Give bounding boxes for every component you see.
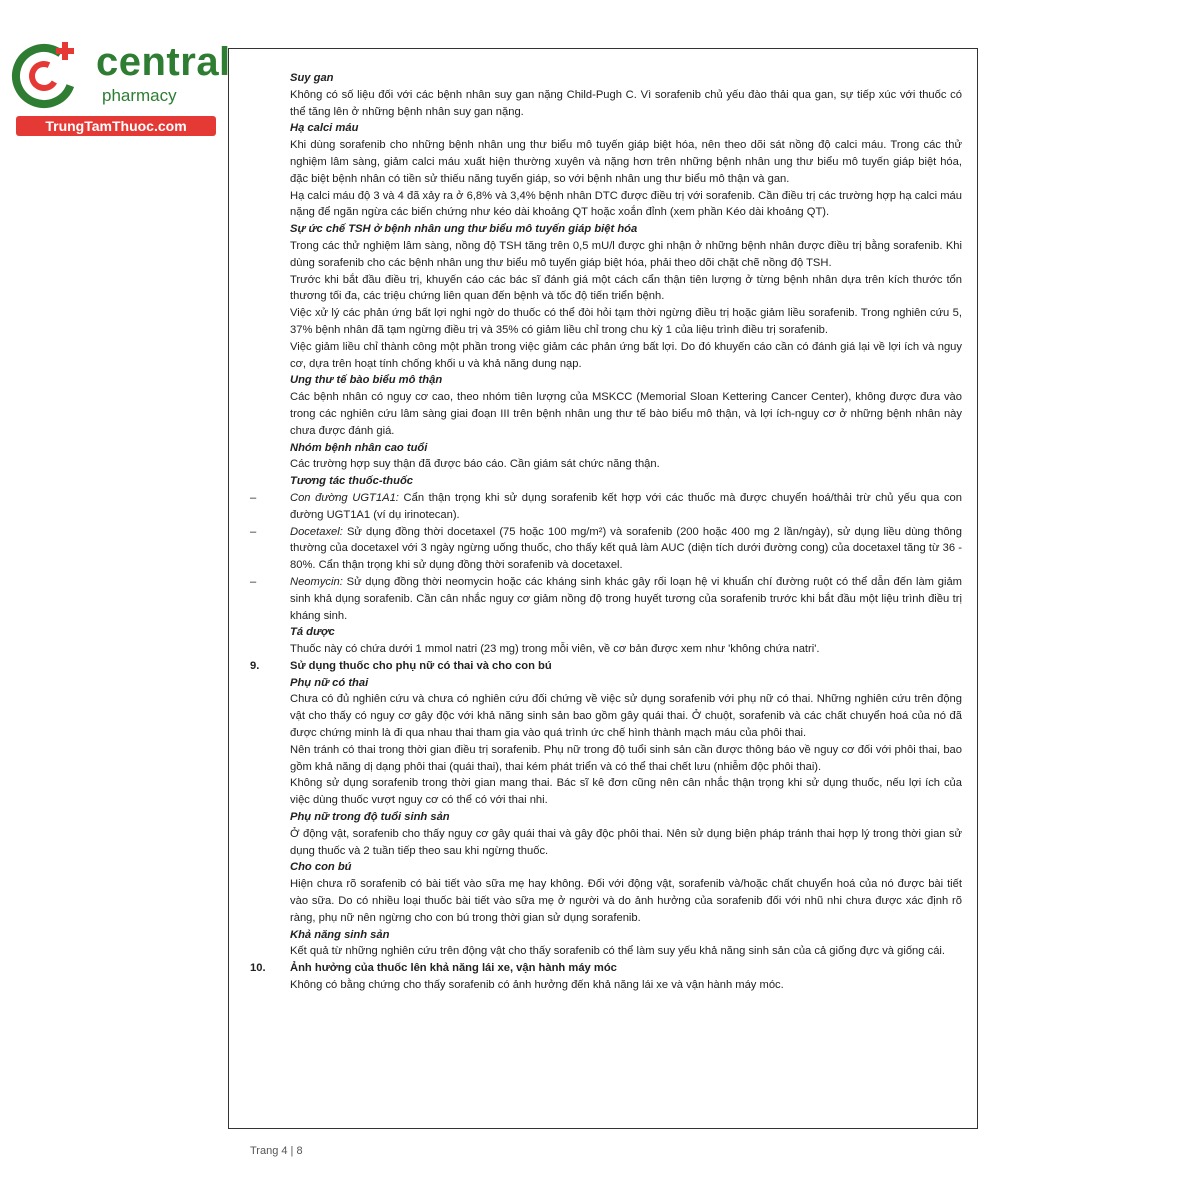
paragraph: Các bệnh nhân có nguy cơ cao, theo nhóm tiên lượng của MSKCC (Memorial Sloan Kettering Cancer Center), không được đưa vào trong các nghiên cứu lâm sàng giai đoạn III trên bệnh nhân ung thư tế bào biểu mô thận, và lợi ích-nguy cơ ở những bệnh nhân này chưa được đánh giá. (290, 391, 962, 437)
paragraph: Khi dùng sorafenib cho những bệnh nhân ung thư biểu mô tuyến giáp biệt hóa, nên theo dõi sát nồng độ calci máu. Trong các thử nghiệm lâm sàng, giảm calci máu xuất hiện thường xuyên và nặng hơn trên những bệnh nhân ung thư biểu mô tuyến giáp biệt hóa, đặc biệt bệnh nhân có tiền sử thiếu năng tuyến giáp, so với bệnh nhân ung thư biểu mô thận và gan. (290, 139, 962, 185)
paragraph: Ở động vật, sorafenib cho thấy nguy cơ gây quái thai và gây độc phôi thai. Nên sử dụng biện pháp tránh thai hợp lý trong thời gian sử dụng thuốc và 2 tuần tiếp theo sau khi ngừng thuốc. (290, 827, 962, 857)
section-title-pregnant-women: Phụ nữ có thai (290, 676, 369, 689)
brand-subtitle: pharmacy (102, 86, 177, 105)
paragraph: Không có số liệu đối với các bệnh nhân suy gan nặng Child-Pugh C. Vì sorafenib chủ yếu đào thải qua gan, sự tiếp xúc với thuốc có thể tăng lên ở những bệnh nhân suy gan nặng. (290, 88, 962, 118)
paragraph: Việc xử lý các phản ứng bất lợi nghi ngờ do thuốc có thể đòi hỏi tạm thời ngừng điều trị hoặc giảm liều sorafenib. Trong nghiên cứu 5, 37% bệnh nhân đã tạm ngừng điều trị và 35% có giảm liều chỉ trong chu kỳ 1 của liệu trình điều trị sorafenib. (290, 307, 962, 336)
document-content (250, 70, 962, 994)
section-title-fertility: Khả năng sinh sản (290, 928, 390, 941)
pharmacy-cross-logo-icon (10, 38, 82, 110)
section-title-breastfeeding: Cho con bú (290, 861, 352, 874)
brand-name: central (96, 40, 231, 84)
section-title-renal-carcinoma: Ung thư tế bào biểu mô thận (290, 374, 443, 387)
item-text: Sử dụng đồng thời neomycin hoặc các kháng sinh khác gây rối loạn hệ vi khuẩn chí đường ruột có thể dẫn đến làm giảm sinh khả dụng sorafenib. Cần cân nhắc nguy cơ giảm nồng độ trong huyết tương của sorafenib trước khi bắt đầu một liệu trình điều trị kháng sinh. (290, 575, 962, 622)
heading-number: 9. (250, 659, 260, 672)
section-title-excipients: Tá dược (290, 626, 335, 639)
paragraph: Các trường hợp suy thận đã được báo cáo. Cần giám sát chức năng thận. (290, 458, 660, 471)
paragraph: Chưa có đủ nghiên cứu và chưa có nghiên cứu đối chứng về việc sử dụng sorafenib với phụ nữ có thai. Những nghiên cứu trên động vật cho thấy có nguy cơ gây độc với khả năng sinh sản bao gồm gây quái thai. Ở chuột, sorafenib và các chất chuyển hoá của nó đã được chứng minh là đi qua nhau thai tham gia vào quá trình ức chế hình thành mạch máu của phôi thai. (290, 693, 962, 740)
list-item (250, 574, 962, 624)
item-lead: Docetaxel: (290, 525, 343, 538)
item-lead: Neomycin: (290, 575, 343, 588)
paragraph: Hiện chưa rõ sorafenib có bài tiết vào sữa mẹ hay không. Đối với động vật, sorafenib và/hoặc chất chuyển hoá của nó được bài tiết vào sữa. Do có nhiều loại thuốc bài tiết vào sữa mẹ ở người và do ảnh hưởng của sorafenib đối với nhũ nhi chưa được xác định rõ ràng, phụ nữ nên ngừng cho con bú trong thời gian sử dụng sorafenib. (290, 878, 962, 924)
dash-bullet: – (250, 491, 257, 504)
paragraph: Trong các thử nghiệm lâm sàng, nồng độ TSH tăng trên 0,5 mU/l được ghi nhận ở những bệnh nhân được điều trị bằng sorafenib. Khi dùng sorafenib cho các bệnh nhân ung thư biểu mô tuyến giáp biệt hóa, phải theo dõi chặt chẽ nồng độ TSH. (290, 239, 962, 269)
heading-text: Sử dụng thuốc cho phụ nữ có thai và cho con bú (290, 659, 552, 672)
item-lead: Con đường UGT1A1: (290, 491, 399, 504)
brand-url-banner: TrungTamThuoc.com (16, 116, 216, 136)
paragraph: Hạ calci máu độ 3 và 4 đã xảy ra ở 6,8% và 3,4% bệnh nhân DTC được điều trị với sorafenib. Cần điều trị các trường hợp hạ calci máu nặng để ngăn ngừa các biến chứng như kéo dài khoảng QT hoặc xoắn đỉnh (xem phần Kéo dài khoảng QT). (290, 189, 962, 219)
paragraph: Việc giảm liều chỉ thành công một phần trong việc giảm các phản ứng bất lợi. Do đó khuyến cáo cần có đánh giá lại về lợi ích và nguy cơ, dựa trên hoạt tính chống khối u và khả năng dung nạp. (290, 340, 962, 370)
paragraph: Thuốc này có chứa dưới 1 mmol natri (23 mg) trong mỗi viên, về cơ bản được xem như 'không chứa natri'. (290, 643, 820, 656)
section-title-hypocalcemia: Hạ calci máu (290, 122, 359, 135)
item-text: Sử dụng đồng thời docetaxel (75 hoặc 100 mg/m²) và sorafenib (200 hoặc 400 mg 2 lần/ngày), sử dụng liều dùng thông thường của docetaxel với 3 ngày ngừng uống thuốc, cho thấy kết quả làm AUC (diện tích dưới đường cong) của docetaxel tăng từ 36 - 80%. Cẩn thận trọng khi sử dụng đồng thời sorafenib và docetaxel. (290, 525, 962, 572)
heading-number: 10. (250, 962, 266, 975)
section-title-liver: Suy gan (290, 72, 334, 84)
section-title-drug-interactions: Tương tác thuốc-thuốc (290, 475, 414, 488)
paragraph: Kết quả từ những nghiên cứu trên động vật cho thấy sorafenib có thể làm suy yếu khả năng sinh sản của cả giống đực và giống cái. (290, 945, 946, 958)
section-title-tsh: Sự ức chế TSH ở bệnh nhân ung thư biểu mô tuyến giáp biệt hóa (290, 223, 638, 236)
numbered-heading-driving (250, 960, 962, 977)
item-text: Cẩn thận trọng khi sử dụng sorafenib kết hợp với các thuốc mà được chuyển hoá/thải trừ chủ yếu qua con đường UGT1A1 (ví dụ irinotecan). (290, 491, 962, 521)
dash-bullet: – (250, 525, 257, 538)
brand-logo (10, 34, 231, 139)
paragraph: Nên tránh có thai trong thời gian điều trị sorafenib. Phụ nữ trong độ tuổi sinh sản cần được thông báo về nguy cơ đối với phôi thai, bao gồm khả năng dị dạng phôi thai (quái thai), thai kém phát triển và có thể thai chết lưu (nhiễm độc phôi thai). (290, 743, 962, 773)
numbered-heading-pregnancy (250, 658, 962, 675)
paragraph: Không sử dụng sorafenib trong thời gian mang thai. Bác sĩ kê đơn cũng nên cân nhắc thận trọng khi sử dụng thuốc, nếu lợi ích của việc dùng thuốc vượt nguy cơ có thể có với thai nhi. (290, 777, 962, 807)
list-item (250, 490, 962, 524)
paragraph: Không có bằng chứng cho thấy sorafenib có ảnh hưởng đến khả năng lái xe và vận hành máy móc. (290, 979, 784, 992)
heading-text: Ảnh hưởng của thuốc lên khả năng lái xe, vận hành máy móc (290, 962, 617, 975)
page-number-footer: Trang 4 | 8 (250, 1145, 303, 1157)
section-title-childbearing-age: Phụ nữ trong độ tuổi sinh sản (290, 811, 450, 824)
section-title-elderly: Nhóm bệnh nhân cao tuổi (290, 441, 428, 454)
paragraph: Trước khi bắt đầu điều trị, khuyến cáo các bác sĩ đánh giá một cách cẩn thận tiên lượng ở từng bệnh nhân dựa trên kích thước tổn thương tối đa, các triệu chứng liên quan đến bệnh và tốc độ tiến triển bệnh. (290, 273, 962, 303)
dash-bullet: – (250, 575, 257, 588)
list-item (250, 524, 962, 574)
